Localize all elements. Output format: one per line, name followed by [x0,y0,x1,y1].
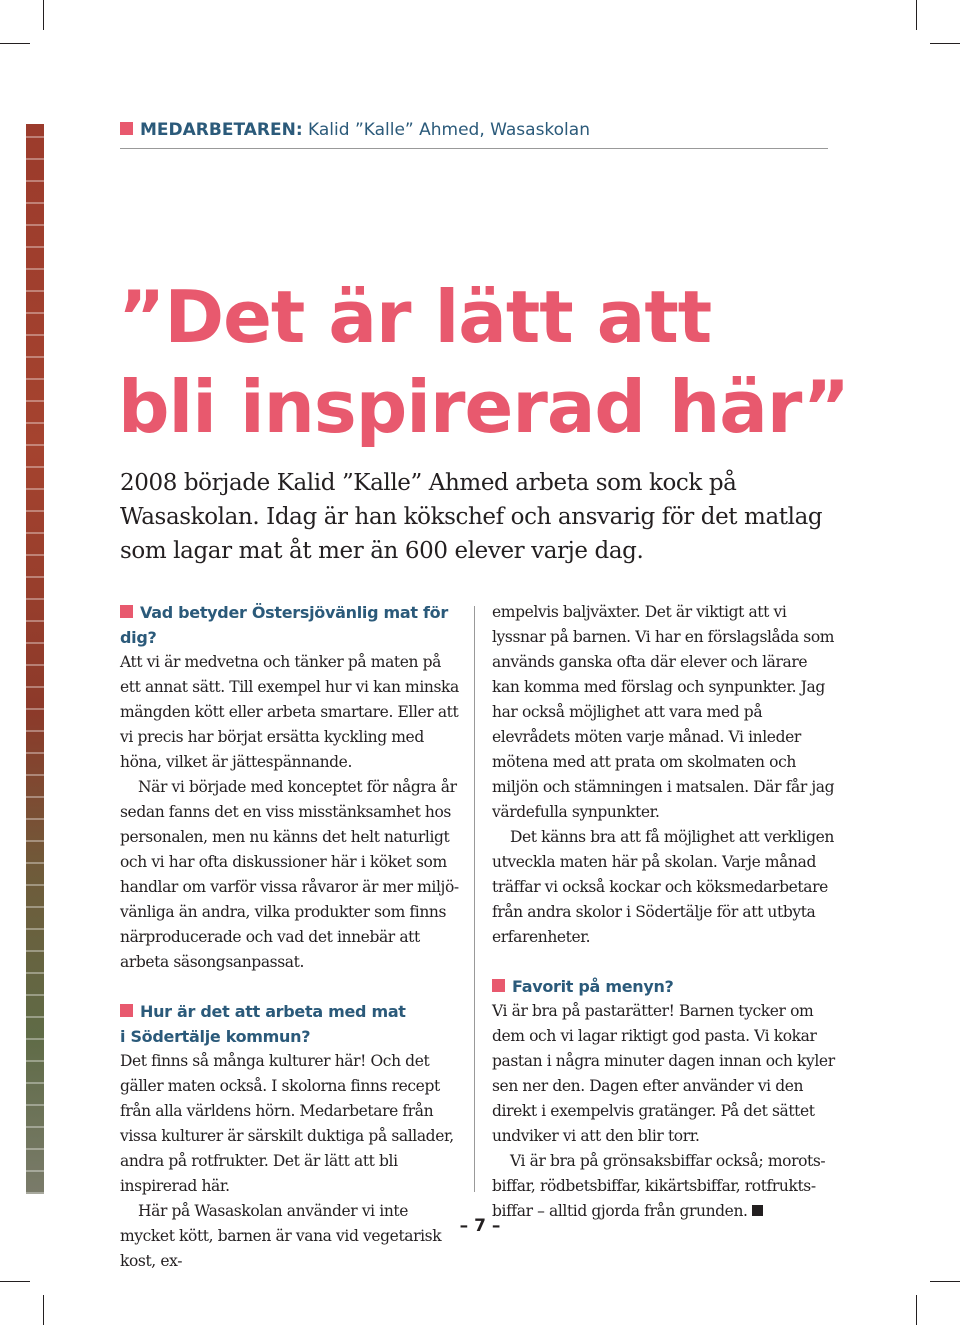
square-bullet-icon [492,979,505,992]
question-text-line-2: i Södertälje kommun? [120,1027,311,1046]
kicker-label: MEDARBETAREN: [140,120,303,140]
crop-mark [916,1295,917,1325]
body-text: Vi är bra på grönsaksbiffar också; morots-biffar, rödbetsbiffar, kikärtsbiffar, rotfrukts-biffar – alltid gjorda från grunden. [492,1152,826,1220]
end-mark-icon [752,1205,763,1216]
question-heading [120,999,460,1049]
crop-mark [0,43,30,44]
headline-line-1: ”Det är lätt att [118,275,712,359]
body-paragraph: Det finns så många kulturer här! Och det gäller maten också. I skolorna finns recept från alla världens hörn. Medarbetare från vissa kulturer är särskilt duktiga på sallader, andra på rotfrukter. Det är lätt att bli inspirerad här. [120,1052,454,1195]
crop-mark [930,1281,960,1282]
crop-mark [916,0,917,30]
body-paragraph: När vi började med konceptet för några år sedan fanns det en viss misstänksamhet hos personalen, men nu känns det helt naturligt och vi har ofta diskussioner här i köket som handlar om varför vissa råvaror är mer miljö-vänliga än andra, vilka produkter som finns närproducerade och vad det innebär att arbeta säsongsanpassat. [120,778,459,971]
question-text: Vad betyder Östersjövänlig mat för dig? [120,603,448,647]
question-text: Favorit på menyn? [512,977,674,996]
body-paragraph: Att vi är medvetna och tänker på maten på ett annat sätt. Till exempel hur vi kan minska mängden kött eller arbeta smartare. Eller att vi precis har börjat ersätta kyckling med höna, vilket är jättespännande. [120,653,459,771]
square-bullet-icon [120,605,133,618]
headline-line-2: bli inspirerad här” [118,365,850,449]
headline [118,272,849,452]
crop-mark [43,1295,44,1325]
body-paragraph: empelvis baljväxter. Det är viktigt att vi lyssnar på barnen. Vi har en förslagslåda som används ganska ofta där elever och lärare kan komma med förslag och synpunkter. Jag har också möjlighet att vara med på elevrådets möten varje månad. Vi inleder mötena med att prata om skolmaten och miljön och stämningen i matsalen. Där får jag värdefulla synpunkter. [492,603,835,821]
brick-wall-photo-strip [26,124,44,1194]
column-divider [474,606,475,1192]
body-paragraph: Vi är bra på pastarätter! Barnen tycker om dem och vi lagar riktigt god pasta. Vi kokar pastan i några minuter dagen innan och kyler sen ner den. Dagen efter använder vi den direkt i exempelvis gratänger. På det sättet undviker vi att den blir torr. [492,1002,835,1145]
intro-paragraph: 2008 började Kalid ”Kalle” Ahmed arbeta som kock på Wasaskolan. Idag är han kökschef och ansvarig för det matlag som lagar mat åt mer än 600 elever varje dag. [120,470,823,564]
question-heading [492,974,837,999]
question-text-line-1: Hur är det att arbeta med mat [140,1002,406,1021]
page-number: – 7 – [459,1216,501,1236]
square-bullet-icon [120,1004,133,1017]
body-paragraph: Det känns bra att få möjlighet att verkligen utveckla maten här på skolan. Varje månad träffar vi också kockar och köksmedarbetare från andra skolor i Södertälje för att utbyta erfarenheter. [492,828,834,946]
kicker-name: Kalid ”Kalle” Ahmed, Wasaskolan [308,120,590,140]
body-paragraph: Här på Wasaskolan använder vi inte mycket kött, barnen är vana vid vegetarisk kost, ex- [120,1202,442,1270]
left-column [120,600,460,1274]
body-paragraph [492,1149,837,1224]
right-column [492,600,837,1224]
crop-mark [930,43,960,44]
question-heading [120,600,460,650]
section-kicker [120,120,828,149]
square-bullet-icon [120,122,133,135]
crop-mark [0,1281,30,1282]
crop-mark [43,0,44,30]
